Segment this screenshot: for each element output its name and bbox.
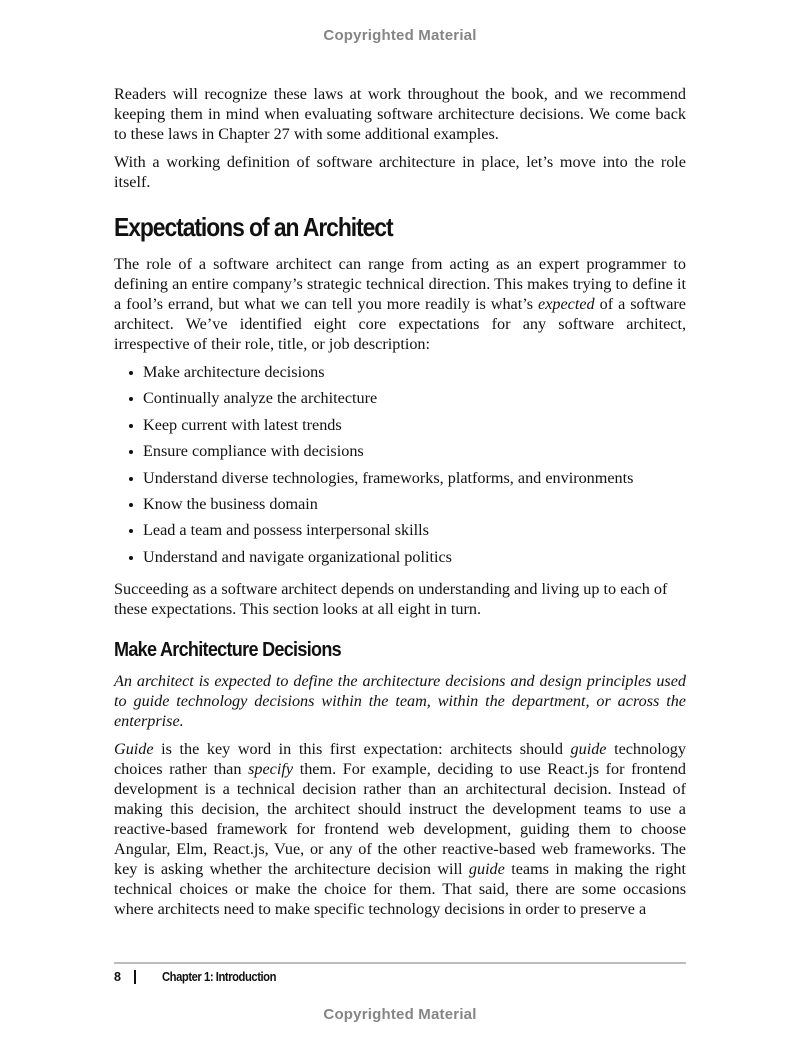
list-item-text: Ensure compliance with decisions xyxy=(143,442,364,461)
emphasis-guide: Guide xyxy=(114,739,154,758)
list-item xyxy=(114,415,686,435)
list-item-text: Lead a team and possess interpersonal skills xyxy=(143,521,429,540)
list-item-text: Understand diverse technologies, frameworks, platforms, and environments xyxy=(143,468,634,487)
intro-paragraph-1: Readers will recognize these laws at work throughout the book, and we recommend keeping them in mind when evaluating software architecture decisions. We come back to these laws in Chapter 27 with some additional examples. xyxy=(114,85,686,143)
text-run: The role of a software architect can range from acting as an expert programmer to defining an entire company’s strategic technical direction. This makes trying to define it a fool’s errand, but what we can tell you more readily is what’s xyxy=(114,255,686,313)
subsection-paragraph xyxy=(114,739,686,919)
list-item-text: Make architecture decisions xyxy=(143,363,325,381)
list-item xyxy=(114,468,686,488)
footer-divider xyxy=(114,962,686,964)
text-run: is the key word in this first expectation: architects should xyxy=(153,739,571,758)
chapter-title: Chapter 1: Introduction xyxy=(162,970,277,984)
text-run: technology choices rather than xyxy=(114,739,686,778)
bullet-icon xyxy=(129,477,133,481)
page-footer xyxy=(114,968,289,986)
section-paragraph-1 xyxy=(114,254,686,354)
page-content xyxy=(114,84,686,927)
list-item-text: Know the business domain xyxy=(143,494,318,513)
intro-paragraph-2: With a working definition of software architecture in place, let’s move into the role itself. xyxy=(114,153,686,191)
section-paragraph-2: Succeeding as a software architect depends on understanding and living up to each of these expectations. This section looks at all eight in turn. xyxy=(114,579,668,618)
footer-separator xyxy=(134,970,136,984)
section-heading: Expectations of an Architect xyxy=(114,212,393,242)
emphasis-guide: guide xyxy=(468,859,505,878)
emphasis-expected: expected xyxy=(538,295,595,313)
bullet-icon xyxy=(129,503,133,507)
list-item xyxy=(114,362,686,382)
list-item-text: Keep current with latest trends xyxy=(143,415,342,434)
subsection-heading: Make Architecture Decisions xyxy=(114,637,341,661)
page-number: 8 xyxy=(114,970,121,984)
bullet-icon xyxy=(129,424,133,428)
bullet-icon xyxy=(129,529,133,533)
bullet-icon xyxy=(129,371,133,375)
bullet-icon xyxy=(129,397,133,401)
list-item-text: Continually analyze the architecture xyxy=(143,389,378,408)
expectations-list xyxy=(114,362,686,567)
emphasis-specify: specify xyxy=(248,759,294,778)
list-item-text: Understand and navigate organizational politics xyxy=(143,547,452,566)
list-item xyxy=(114,547,686,567)
bullet-icon xyxy=(129,450,133,454)
text-run: them. For example, deciding to use React.js for frontend development is a technical decision rather than an architectural decision. Instead of making this decision, the architect should instruct the development teams to use a reactive-based framework for frontend web development, guiding them to choose Angular, Elm, React.js, Vue, or any of the other reactive-based web frameworks. The key is asking whether the architecture decision will xyxy=(114,759,687,878)
copyright-watermark-bottom: Copyrighted Material xyxy=(323,1006,477,1023)
text-run: of a software architect. We’ve identified eight core expectations for any software architect, irrespective of their role, title, or job description: xyxy=(114,295,686,353)
bullet-icon xyxy=(129,556,133,560)
emphasis-guide: guide xyxy=(570,739,607,758)
list-item xyxy=(114,388,686,408)
subsection-lead: An architect is expected to define the architecture decisions and design principles used to guide technology decisions within the team, within the department, or across the enterprise. xyxy=(114,671,686,730)
list-item xyxy=(114,520,686,540)
list-item xyxy=(114,441,686,461)
list-item xyxy=(114,494,686,514)
copyright-watermark-top: Copyrighted Material xyxy=(323,27,477,44)
text-run: teams in making the right technical choices or make the choice for them. That said, there are some occasions where architects need to make specific technology decisions in order to preserve a xyxy=(114,859,686,918)
